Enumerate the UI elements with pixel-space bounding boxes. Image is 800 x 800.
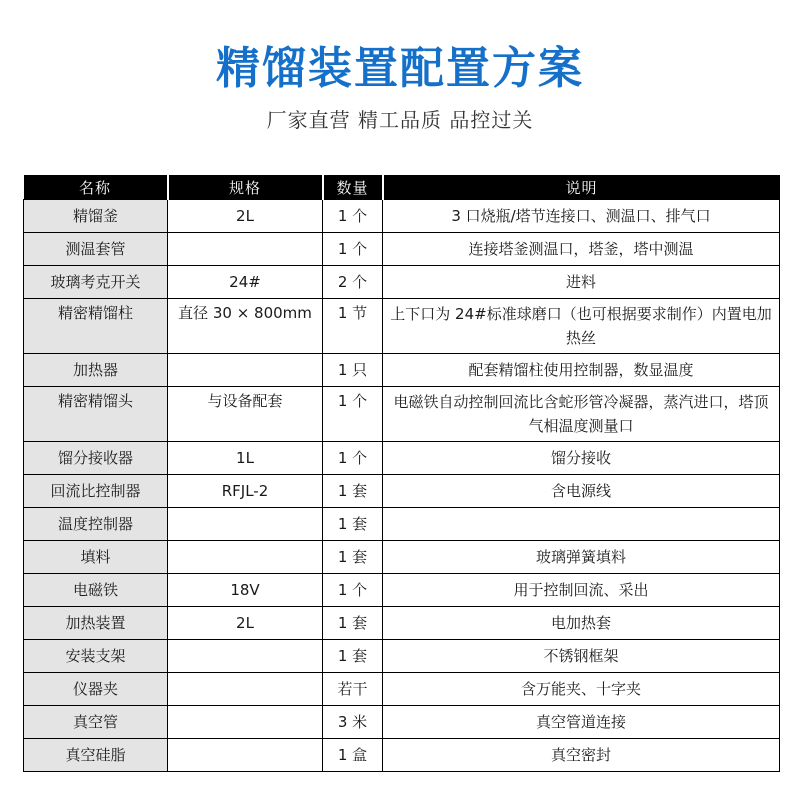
cell-name: 精密精馏柱 — [24, 299, 168, 354]
page-subtitle: 厂家直营 精工品质 品控过关 — [266, 108, 534, 132]
cell-name: 电磁铁 — [24, 574, 168, 607]
cell-desc: 真空密封 — [383, 739, 780, 772]
cell-qty: 1 套 — [323, 640, 383, 673]
cell-desc: 含万能夹、十字夹 — [383, 673, 780, 706]
cell-desc — [383, 508, 780, 541]
table-row — [24, 706, 780, 739]
cell-desc: 不锈钢框架 — [383, 640, 780, 673]
cell-qty: 1 节 — [323, 299, 383, 354]
cell-qty: 1 套 — [323, 607, 383, 640]
cell-qty: 1 只 — [323, 354, 383, 387]
cell-spec: 直径 30 × 800mm — [168, 299, 323, 354]
cell-name: 回流比控制器 — [24, 475, 168, 508]
cell-name: 精馏釜 — [24, 200, 168, 233]
header-desc: 说明 — [383, 175, 780, 200]
cell-spec: RFJL-2 — [168, 475, 323, 508]
cell-name: 温度控制器 — [24, 508, 168, 541]
cell-spec: 24# — [168, 266, 323, 299]
table-row — [24, 640, 780, 673]
cell-name: 填料 — [24, 541, 168, 574]
cell-desc: 3 口烧瓶/塔节连接口、测温口、排气口 — [383, 200, 780, 233]
cell-qty: 2 个 — [323, 266, 383, 299]
cell-name: 真空管 — [24, 706, 168, 739]
table-row — [24, 233, 780, 266]
cell-spec — [168, 706, 323, 739]
table-row — [24, 574, 780, 607]
cell-name: 测温套管 — [24, 233, 168, 266]
table-row — [24, 739, 780, 772]
cell-spec: 2L — [168, 607, 323, 640]
cell-name: 加热装置 — [24, 607, 168, 640]
cell-qty: 1 套 — [323, 541, 383, 574]
cell-spec — [168, 508, 323, 541]
cell-qty: 1 盒 — [323, 739, 383, 772]
table-row — [24, 442, 780, 475]
cell-qty: 1 个 — [323, 200, 383, 233]
cell-qty: 1 套 — [323, 475, 383, 508]
cell-desc: 馏分接收 — [383, 442, 780, 475]
cell-spec: 18V — [168, 574, 323, 607]
cell-desc: 电加热套 — [383, 607, 780, 640]
header-spec: 规格 — [168, 175, 323, 200]
table-row — [24, 200, 780, 233]
table-row — [24, 266, 780, 299]
cell-name: 加热器 — [24, 354, 168, 387]
table-row — [24, 387, 780, 442]
cell-desc: 配套精馏柱使用控制器，数显温度 — [383, 354, 780, 387]
cell-name: 玻璃考克开关 — [24, 266, 168, 299]
header-name: 名称 — [24, 175, 168, 200]
cell-spec — [168, 233, 323, 266]
cell-spec — [168, 673, 323, 706]
cell-spec: 与设备配套 — [168, 387, 323, 442]
cell-desc: 电磁铁自动控制回流比含蛇形管冷凝器，蒸汽进口，塔顶气相温度测量口 — [383, 387, 780, 442]
cell-spec — [168, 739, 323, 772]
header-qty: 数量 — [323, 175, 383, 200]
cell-qty: 1 个 — [323, 574, 383, 607]
cell-qty: 若干 — [323, 673, 383, 706]
cell-qty: 1 套 — [323, 508, 383, 541]
cell-spec — [168, 541, 323, 574]
cell-desc: 进料 — [383, 266, 780, 299]
table-row — [24, 475, 780, 508]
table-row — [24, 299, 780, 354]
table-row — [24, 354, 780, 387]
table-row — [24, 508, 780, 541]
cell-spec — [168, 354, 323, 387]
cell-spec — [168, 640, 323, 673]
cell-spec: 2L — [168, 200, 323, 233]
cell-desc: 连接塔釜测温口，塔釜，塔中测温 — [383, 233, 780, 266]
cell-name: 精密精馏头 — [24, 387, 168, 442]
cell-desc: 真空管道连接 — [383, 706, 780, 739]
table-row — [24, 541, 780, 574]
table-row — [24, 673, 780, 706]
cell-name: 安装支架 — [24, 640, 168, 673]
cell-spec: 1L — [168, 442, 323, 475]
cell-qty: 1 个 — [323, 442, 383, 475]
cell-name: 真空硅脂 — [24, 739, 168, 772]
table-header-row — [24, 175, 780, 200]
cell-name: 仪器夹 — [24, 673, 168, 706]
table-row — [24, 607, 780, 640]
cell-name: 馏分接收器 — [24, 442, 168, 475]
cell-desc: 用于控制回流、采出 — [383, 574, 780, 607]
cell-qty: 3 米 — [323, 706, 383, 739]
cell-desc: 玻璃弹簧填料 — [383, 541, 780, 574]
cell-desc: 含电源线 — [383, 475, 780, 508]
cell-desc: 上下口为 24#标准球磨口（也可根据要求制作）内置电加热丝 — [383, 299, 780, 354]
page-title: 精馏装置配置方案 — [216, 43, 584, 94]
config-table — [23, 175, 780, 772]
cell-qty: 1 个 — [323, 387, 383, 442]
cell-qty: 1 个 — [323, 233, 383, 266]
